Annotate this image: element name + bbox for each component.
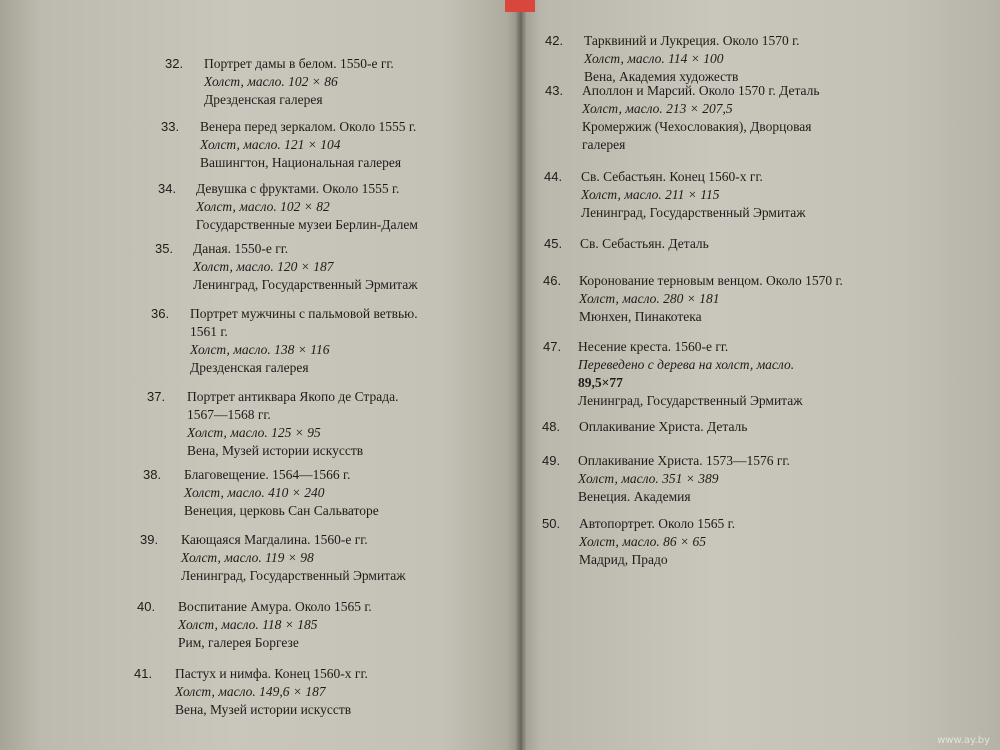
catalog-number: 36. — [151, 306, 170, 321]
catalog-entry — [581, 168, 806, 222]
catalog-entry — [187, 388, 398, 460]
artwork-title: Кающаяся Магдалина. 1560-е гг. — [181, 532, 368, 547]
artwork-medium: Холст, масло. 211 × 115 — [581, 187, 720, 202]
catalog-number: 47. — [543, 339, 562, 354]
catalog-entry — [184, 466, 379, 520]
catalog-entry — [178, 598, 372, 652]
artwork-title: Венера перед зеркалом. Около 1555 г. — [200, 119, 417, 134]
catalog-entry — [200, 118, 416, 172]
artwork-medium: Холст, масло. 121 × 104 — [200, 137, 341, 152]
artwork-title: Оплакивание Христа. 1573—1576 гг. — [578, 453, 790, 468]
artwork-location: Рим, галерея Боргезе — [178, 635, 299, 650]
artwork-location: Венеция. Академия — [578, 489, 691, 504]
artwork-title: Пастух и нимфа. Конец 1560-х гг. — [175, 666, 368, 681]
catalog-number: 34. — [158, 181, 177, 196]
artwork-location: Вена, Академия художеств — [584, 69, 739, 84]
catalog-entry — [580, 235, 709, 253]
artwork-medium: Холст, масло. 102 × 86 — [204, 74, 338, 89]
artwork-location: Венеция, церковь Сан Сальваторе — [184, 503, 379, 518]
artwork-location: Ленинград, Государственный Эрмитаж — [578, 393, 803, 408]
artwork-location: галерея — [582, 137, 626, 152]
catalog-entry — [204, 55, 394, 109]
catalog-number: 44. — [544, 169, 563, 184]
catalog-number: 40. — [137, 599, 156, 614]
artwork-medium: Холст, масло. 138 × 116 — [190, 342, 330, 357]
artwork-location: Мюнхен, Пинакотека — [579, 309, 702, 324]
catalog-entry — [196, 180, 418, 234]
artwork-location: Дрезденская галерея — [204, 92, 323, 107]
artwork-medium: Холст, масло. 280 × 181 — [579, 291, 720, 306]
catalog-number: 33. — [161, 119, 180, 134]
artwork-location: Ленинград, Государственный Эрмитаж — [193, 277, 418, 292]
artwork-medium: Холст, масло. 102 × 82 — [196, 199, 330, 214]
artwork-medium: Холст, масло. 213 × 207,5 — [582, 101, 733, 116]
artwork-title: Тарквиний и Лукреция. Около 1570 г. — [584, 33, 800, 48]
artwork-location: Вена, Музей истории искусств — [175, 702, 352, 717]
catalog-number: 39. — [140, 532, 159, 547]
catalog-number: 43. — [545, 83, 564, 98]
artwork-medium: Холст, масло. 120 × 187 — [193, 259, 334, 274]
artwork-title: Девушка с фруктами. Около 1555 г. — [196, 181, 400, 196]
catalog-entry — [190, 305, 418, 377]
artwork-title: Даная. 1550-е гг. — [193, 241, 289, 256]
artwork-title: Св. Себастьян. Деталь — [580, 236, 709, 251]
artwork-title: 1561 г. — [190, 324, 228, 339]
catalog-number: 32. — [165, 56, 184, 71]
artwork-title: Портрет дамы в белом. 1550-е гг. — [204, 56, 394, 71]
catalog-entry — [584, 32, 800, 86]
catalog-number: 50. — [542, 516, 561, 531]
catalog-entry — [579, 272, 843, 326]
artwork-title: Благовещение. 1564—1566 г. — [184, 467, 351, 482]
catalog-number: 41. — [134, 666, 153, 681]
artwork-location: Ленинград, Государственный Эрмитаж — [581, 205, 806, 220]
artwork-title: Аполлон и Марсий. Около 1570 г. Деталь — [582, 83, 820, 98]
artwork-medium: Холст, масло. 149,6 × 187 — [175, 684, 326, 699]
artwork-location: Дрезденская галерея — [190, 360, 309, 375]
catalog-entry — [175, 665, 368, 719]
catalog-number: 49. — [542, 453, 561, 468]
artwork-location: Государственные музеи Берлин-Далем — [196, 217, 418, 232]
catalog-entry — [193, 240, 418, 294]
catalog-entry — [578, 452, 790, 506]
artwork-title: Портрет антиквара Якопо де Страда. — [187, 389, 399, 404]
artwork-location: Кромержиж (Чехословакия), Дворцовая — [582, 119, 812, 134]
artwork-dimensions: 89,5×77 — [578, 375, 623, 390]
catalog-entry — [582, 82, 820, 154]
artwork-location: Мадрид, Прадо — [579, 552, 668, 567]
artwork-medium: Холст, масло. 125 × 95 — [187, 425, 321, 440]
watermark: www.ay.by — [937, 735, 990, 746]
catalog-number: 48. — [542, 419, 561, 434]
catalog-entry — [578, 338, 803, 410]
catalog-number: 35. — [155, 241, 174, 256]
artwork-title: Оплакивание Христа. Деталь — [579, 419, 748, 434]
artwork-medium: Холст, масло. 114 × 100 — [584, 51, 724, 66]
catalog-number: 45. — [544, 236, 563, 251]
artwork-title: Коронование терновым венцом. Около 1570 г. — [579, 273, 843, 288]
artwork-medium: Холст, масло. 119 × 98 — [181, 550, 314, 565]
book-gutter — [516, 0, 526, 750]
artwork-title: Портрет мужчины с пальмовой ветвью. — [190, 306, 418, 321]
artwork-medium: Переведено с дерева на холст, масло. — [578, 357, 795, 372]
artwork-title: Воспитание Амура. Около 1565 г. — [178, 599, 372, 614]
artwork-medium: Холст, масло. 410 × 240 — [184, 485, 325, 500]
catalog-entry — [579, 418, 747, 436]
artwork-medium: Холст, масло. 86 × 65 — [579, 534, 707, 549]
catalog-number: 42. — [545, 33, 564, 48]
artwork-medium: Холст, масло. 118 × 185 — [178, 617, 318, 632]
artwork-title: Несение креста. 1560-е гг. — [578, 339, 729, 354]
artwork-title: Св. Себастьян. Конец 1560-х гг. — [581, 169, 763, 184]
catalog-number: 46. — [543, 273, 562, 288]
catalog-entry — [579, 515, 735, 569]
artwork-title: 1567—1568 гг. — [187, 407, 271, 422]
artwork-location: Вена, Музей истории искусств — [187, 443, 364, 458]
artwork-title: Автопортрет. Около 1565 г. — [579, 516, 736, 531]
catalog-entry — [181, 531, 406, 585]
catalog-number: 37. — [147, 389, 166, 404]
artwork-medium: Холст, масло. 351 × 389 — [578, 471, 719, 486]
artwork-location: Вашингтон, Национальная галерея — [200, 155, 402, 170]
artwork-location: Ленинград, Государственный Эрмитаж — [181, 568, 406, 583]
catalog-number: 38. — [143, 467, 162, 482]
book-cover-edge — [505, 0, 535, 12]
